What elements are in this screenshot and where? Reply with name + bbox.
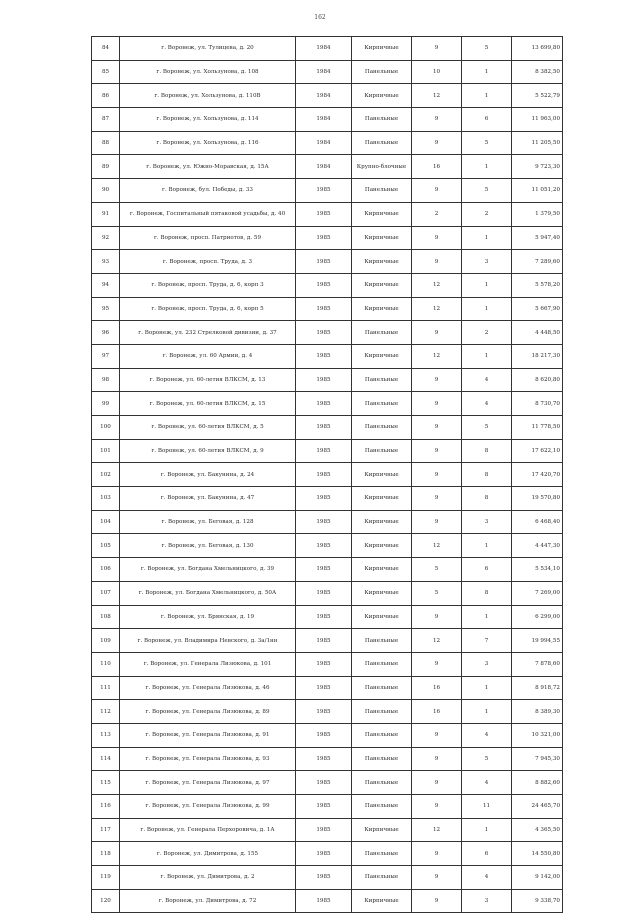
row-number-cell: 103	[92, 487, 120, 511]
address-cell: г. Воронеж, просп. Патриотов, д. 59	[120, 226, 296, 250]
floors-cell: 12	[412, 629, 462, 653]
table-row	[92, 155, 563, 179]
build-year-cell: 1985	[296, 581, 352, 605]
floors-cell: 9	[412, 392, 462, 416]
wall-material-cell: Кирпичные	[352, 273, 412, 297]
table-row	[92, 392, 563, 416]
row-number-cell: 111	[92, 676, 120, 700]
row-number-cell: 117	[92, 818, 120, 842]
entrances-cell: 6	[462, 558, 512, 582]
floors-cell: 16	[412, 155, 462, 179]
build-year-cell: 1985	[296, 487, 352, 511]
entrances-cell: 7	[462, 629, 512, 653]
area-cell: 8 382,50	[512, 60, 563, 84]
row-number-cell: 100	[92, 416, 120, 440]
table-row	[92, 297, 563, 321]
floors-cell: 9	[412, 487, 462, 511]
build-year-cell: 1985	[296, 534, 352, 558]
table-row	[92, 84, 563, 108]
entrances-cell: 5	[462, 131, 512, 155]
build-year-cell: 1985	[296, 439, 352, 463]
table-row	[92, 463, 563, 487]
address-cell: г. Воронеж, ул. Беговая, д. 130	[120, 534, 296, 558]
area-cell: 8 620,80	[512, 368, 563, 392]
area-cell: 4 447,30	[512, 534, 563, 558]
build-year-cell: 1985	[296, 510, 352, 534]
floors-cell: 9	[412, 37, 462, 61]
entrances-cell: 3	[462, 250, 512, 274]
entrances-cell: 5	[462, 37, 512, 61]
row-number-cell: 102	[92, 463, 120, 487]
wall-material-cell: Панельные	[352, 439, 412, 463]
table-row	[92, 676, 563, 700]
area-cell: 4 448,50	[512, 321, 563, 345]
wall-material-cell: Панельные	[352, 60, 412, 84]
build-year-cell: 1985	[296, 558, 352, 582]
table-row	[92, 866, 563, 890]
row-number-cell: 113	[92, 723, 120, 747]
build-year-cell: 1985	[296, 866, 352, 890]
address-cell: г. Воронеж, ул. Генерала Лизюкова, д. 99	[120, 795, 296, 819]
build-year-cell: 1985	[296, 321, 352, 345]
build-year-cell: 1985	[296, 700, 352, 724]
floors-cell: 9	[412, 652, 462, 676]
area-cell: 7 289,60	[512, 250, 563, 274]
area-cell: 13 699,80	[512, 37, 563, 61]
table-row	[92, 652, 563, 676]
table-row	[92, 344, 563, 368]
row-number-cell: 93	[92, 250, 120, 274]
entrances-cell: 1	[462, 676, 512, 700]
row-number-cell: 95	[92, 297, 120, 321]
table-row	[92, 250, 563, 274]
address-cell: г. Воронеж, ул. Димитрова, д. 2	[120, 866, 296, 890]
address-cell: г. Воронеж, ул. Бакунина, д. 24	[120, 463, 296, 487]
wall-material-cell: Кирпичные	[352, 250, 412, 274]
floors-cell: 9	[412, 795, 462, 819]
entrances-cell: 4	[462, 866, 512, 890]
address-cell: г. Воронеж, ул. Генерала Лизюкова, д. 89	[120, 700, 296, 724]
table-row	[92, 723, 563, 747]
row-number-cell: 104	[92, 510, 120, 534]
address-cell: г. Воронеж, ул. Тулицева, д. 20	[120, 37, 296, 61]
entrances-cell: 4	[462, 392, 512, 416]
entrances-cell: 1	[462, 344, 512, 368]
table-row	[92, 416, 563, 440]
table-row	[92, 842, 563, 866]
build-year-cell: 1985	[296, 179, 352, 203]
registry-body	[92, 37, 563, 913]
floors-cell: 9	[412, 131, 462, 155]
entrances-cell: 1	[462, 60, 512, 84]
wall-material-cell: Панельные	[352, 179, 412, 203]
address-cell: г. Воронеж, ул. 60-летия ВЛКСМ, д. 9	[120, 439, 296, 463]
row-number-cell: 115	[92, 771, 120, 795]
build-year-cell: 1984	[296, 37, 352, 61]
area-cell: 7 945,30	[512, 747, 563, 771]
floors-cell: 9	[412, 250, 462, 274]
entrances-cell: 4	[462, 723, 512, 747]
area-cell: 17 420,70	[512, 463, 563, 487]
build-year-cell: 1985	[296, 771, 352, 795]
entrances-cell: 3	[462, 510, 512, 534]
row-number-cell: 109	[92, 629, 120, 653]
area-cell: 5 667,90	[512, 297, 563, 321]
row-number-cell: 85	[92, 60, 120, 84]
table-row	[92, 795, 563, 819]
entrances-cell: 1	[462, 226, 512, 250]
wall-material-cell: Панельные	[352, 676, 412, 700]
wall-material-cell: Панельные	[352, 723, 412, 747]
floors-cell: 9	[412, 866, 462, 890]
entrances-cell: 1	[462, 534, 512, 558]
address-cell: г. Воронеж, ул. Хользунова, д. 114	[120, 108, 296, 132]
table-row	[92, 534, 563, 558]
entrances-cell: 1	[462, 700, 512, 724]
address-cell: г. Воронеж, ул. Бакунина, д. 47	[120, 487, 296, 511]
wall-material-cell: Кирпичные	[352, 605, 412, 629]
area-cell: 10 321,00	[512, 723, 563, 747]
floors-cell: 9	[412, 416, 462, 440]
floors-cell: 12	[412, 344, 462, 368]
build-year-cell: 1985	[296, 818, 352, 842]
wall-material-cell: Кирпичные	[352, 558, 412, 582]
table-row	[92, 510, 563, 534]
table-row	[92, 605, 563, 629]
row-number-cell: 114	[92, 747, 120, 771]
wall-material-cell: Кирпичные	[352, 226, 412, 250]
build-year-cell: 1985	[296, 202, 352, 226]
table-row	[92, 747, 563, 771]
wall-material-cell: Кирпичные	[352, 202, 412, 226]
floors-cell: 9	[412, 226, 462, 250]
floors-cell: 12	[412, 297, 462, 321]
entrances-cell: 8	[462, 487, 512, 511]
floors-cell: 9	[412, 463, 462, 487]
row-number-cell: 101	[92, 439, 120, 463]
table-row	[92, 179, 563, 203]
area-cell: 5 947,40	[512, 226, 563, 250]
wall-material-cell: Кирпичные	[352, 37, 412, 61]
wall-material-cell: Панельные	[352, 108, 412, 132]
address-cell: г. Воронеж, просп. Труда, д. 6, корп 5	[120, 297, 296, 321]
address-cell: г. Воронеж, просп. Труда, д. 3	[120, 250, 296, 274]
entrances-cell: 1	[462, 818, 512, 842]
address-cell: г. Воронеж, ул. Генерала Лизюкова, д. 46	[120, 676, 296, 700]
wall-material-cell: Кирпичные	[352, 510, 412, 534]
area-cell: 17 622,10	[512, 439, 563, 463]
address-cell: г. Воронеж, ул. 60-летия ВЛКСМ, д. 15	[120, 392, 296, 416]
table-row	[92, 273, 563, 297]
wall-material-cell: Панельные	[352, 795, 412, 819]
wall-material-cell: Кирпичные	[352, 297, 412, 321]
wall-material-cell: Кирпичные	[352, 889, 412, 913]
address-cell: г. Воронеж, ул. 60 Армии, д. 4	[120, 344, 296, 368]
wall-material-cell: Кирпичные	[352, 818, 412, 842]
floors-cell: 9	[412, 842, 462, 866]
row-number-cell: 90	[92, 179, 120, 203]
address-cell: г. Воронеж, ул. 60-летия ВЛКСМ, д. 5	[120, 416, 296, 440]
page-number: 162	[314, 14, 326, 21]
row-number-cell: 94	[92, 273, 120, 297]
row-number-cell: 86	[92, 84, 120, 108]
floors-cell: 9	[412, 179, 462, 203]
wall-material-cell: Крупно-блочные	[352, 155, 412, 179]
floors-cell: 5	[412, 558, 462, 582]
row-number-cell: 107	[92, 581, 120, 605]
floors-cell: 12	[412, 818, 462, 842]
floors-cell: 9	[412, 321, 462, 345]
area-cell: 1 379,50	[512, 202, 563, 226]
row-number-cell: 92	[92, 226, 120, 250]
row-number-cell: 91	[92, 202, 120, 226]
wall-material-cell: Панельные	[352, 392, 412, 416]
row-number-cell: 120	[92, 889, 120, 913]
wall-material-cell: Кирпичные	[352, 534, 412, 558]
row-number-cell: 119	[92, 866, 120, 890]
floors-cell: 9	[412, 108, 462, 132]
floors-cell: 12	[412, 534, 462, 558]
entrances-cell: 4	[462, 771, 512, 795]
entrances-cell: 11	[462, 795, 512, 819]
address-cell: г. Воронеж, ул. Владимира Невского, д. 3а/1нн	[120, 629, 296, 653]
wall-material-cell: Панельные	[352, 629, 412, 653]
table-row	[92, 700, 563, 724]
row-number-cell: 112	[92, 700, 120, 724]
address-cell: г. Воронеж, ул. Генерала Перхоровича, д. 1А	[120, 818, 296, 842]
address-cell: г. Воронеж, ул. Генерала Лизюкова, д. 101	[120, 652, 296, 676]
build-year-cell: 1985	[296, 842, 352, 866]
wall-material-cell: Панельные	[352, 866, 412, 890]
floors-cell: 5	[412, 581, 462, 605]
address-cell: г. Воронеж, ул. Хользунова, д. 116	[120, 131, 296, 155]
area-cell: 5 522,79	[512, 84, 563, 108]
build-year-cell: 1985	[296, 676, 352, 700]
build-year-cell: 1985	[296, 416, 352, 440]
area-cell: 7 878,60	[512, 652, 563, 676]
area-cell: 9 142,00	[512, 866, 563, 890]
area-cell: 8 918,72	[512, 676, 563, 700]
floors-cell: 12	[412, 84, 462, 108]
floors-cell: 9	[412, 771, 462, 795]
area-cell: 9 338,70	[512, 889, 563, 913]
entrances-cell: 3	[462, 652, 512, 676]
row-number-cell: 99	[92, 392, 120, 416]
area-cell: 8 730,70	[512, 392, 563, 416]
row-number-cell: 84	[92, 37, 120, 61]
entrances-cell: 4	[462, 368, 512, 392]
table-row	[92, 131, 563, 155]
wall-material-cell: Панельные	[352, 700, 412, 724]
address-cell: г. Воронеж, ул. Хользунова, д. 110В	[120, 84, 296, 108]
table-row	[92, 226, 563, 250]
table-row	[92, 581, 563, 605]
area-cell: 19 994,55	[512, 629, 563, 653]
build-year-cell: 1985	[296, 747, 352, 771]
table-row	[92, 108, 563, 132]
entrances-cell: 2	[462, 321, 512, 345]
build-year-cell: 1985	[296, 344, 352, 368]
table-row	[92, 889, 563, 913]
floors-cell: 12	[412, 273, 462, 297]
address-cell: г. Воронеж, ул. Димитрова, д. 72	[120, 889, 296, 913]
wall-material-cell: Кирпичные	[352, 487, 412, 511]
entrances-cell: 1	[462, 84, 512, 108]
address-cell: г. Воронеж, ул. 60-летия ВЛКСМ, д. 13	[120, 368, 296, 392]
table-row	[92, 321, 563, 345]
build-year-cell: 1985	[296, 250, 352, 274]
wall-material-cell: Панельные	[352, 842, 412, 866]
entrances-cell: 1	[462, 605, 512, 629]
row-number-cell: 110	[92, 652, 120, 676]
build-year-cell: 1985	[296, 723, 352, 747]
table-row	[92, 771, 563, 795]
address-cell: г. Воронеж, ул. Генерала Лизюкова, д. 97	[120, 771, 296, 795]
entrances-cell: 1	[462, 297, 512, 321]
wall-material-cell: Панельные	[352, 652, 412, 676]
address-cell: г. Воронеж, ул. Брянская, д. 19	[120, 605, 296, 629]
entrances-cell: 5	[462, 747, 512, 771]
build-year-cell: 1985	[296, 795, 352, 819]
table-row	[92, 37, 563, 61]
area-cell: 8 882,60	[512, 771, 563, 795]
build-year-cell: 1985	[296, 368, 352, 392]
address-cell: г. Воронеж, ул. Беговая, д. 128	[120, 510, 296, 534]
build-year-cell: 1985	[296, 889, 352, 913]
floors-cell: 16	[412, 700, 462, 724]
area-cell: 14 550,80	[512, 842, 563, 866]
row-number-cell: 87	[92, 108, 120, 132]
build-year-cell: 1985	[296, 297, 352, 321]
area-cell: 5 578,20	[512, 273, 563, 297]
table-row	[92, 202, 563, 226]
wall-material-cell: Панельные	[352, 747, 412, 771]
area-cell: 18 217,30	[512, 344, 563, 368]
area-cell: 6 468,40	[512, 510, 563, 534]
table-row	[92, 487, 563, 511]
entrances-cell: 5	[462, 179, 512, 203]
build-year-cell: 1984	[296, 131, 352, 155]
entrances-cell: 3	[462, 889, 512, 913]
row-number-cell: 118	[92, 842, 120, 866]
entrances-cell: 8	[462, 463, 512, 487]
entrances-cell: 5	[462, 416, 512, 440]
build-year-cell: 1985	[296, 605, 352, 629]
entrances-cell: 8	[462, 581, 512, 605]
row-number-cell: 98	[92, 368, 120, 392]
area-cell: 24 465,70	[512, 795, 563, 819]
area-cell: 11 963,00	[512, 108, 563, 132]
entrances-cell: 1	[462, 155, 512, 179]
floors-cell: 2	[412, 202, 462, 226]
entrances-cell: 6	[462, 108, 512, 132]
entrances-cell: 2	[462, 202, 512, 226]
wall-material-cell: Панельные	[352, 131, 412, 155]
address-cell: г. Воронеж, ул. 232 Стрелковой дивизии, д. 37	[120, 321, 296, 345]
wall-material-cell: Панельные	[352, 321, 412, 345]
table-row	[92, 60, 563, 84]
area-cell: 11 205,50	[512, 131, 563, 155]
area-cell: 5 534,10	[512, 558, 563, 582]
row-number-cell: 96	[92, 321, 120, 345]
row-number-cell: 108	[92, 605, 120, 629]
address-cell: г. Воронеж, ул. Димитрова, д. 155	[120, 842, 296, 866]
address-cell: г. Воронеж, ул. Богдана Хмельницкого, д. 39	[120, 558, 296, 582]
row-number-cell: 105	[92, 534, 120, 558]
build-year-cell: 1985	[296, 652, 352, 676]
build-year-cell: 1984	[296, 84, 352, 108]
floors-cell: 9	[412, 510, 462, 534]
area-cell: 4 365,50	[512, 818, 563, 842]
build-year-cell: 1984	[296, 108, 352, 132]
wall-material-cell: Панельные	[352, 771, 412, 795]
wall-material-cell: Панельные	[352, 368, 412, 392]
address-cell: г. Воронеж, ул. Генерала Лизюкова, д. 93	[120, 747, 296, 771]
address-cell: г. Воронеж, ул. Генерала Лизюкова, д. 91	[120, 723, 296, 747]
table-row	[92, 439, 563, 463]
area-cell: 7 269,00	[512, 581, 563, 605]
build-year-cell: 1985	[296, 629, 352, 653]
entrances-cell: 1	[462, 273, 512, 297]
row-number-cell: 89	[92, 155, 120, 179]
build-year-cell: 1985	[296, 273, 352, 297]
row-number-cell: 116	[92, 795, 120, 819]
housing-registry-table	[91, 36, 563, 913]
table-row	[92, 629, 563, 653]
wall-material-cell: Кирпичные	[352, 344, 412, 368]
floors-cell: 9	[412, 605, 462, 629]
row-number-cell: 106	[92, 558, 120, 582]
floors-cell: 9	[412, 368, 462, 392]
build-year-cell: 1985	[296, 463, 352, 487]
area-cell: 8 389,30	[512, 700, 563, 724]
area-cell: 11 051,20	[512, 179, 563, 203]
build-year-cell: 1984	[296, 60, 352, 84]
wall-material-cell: Кирпичные	[352, 581, 412, 605]
floors-cell: 9	[412, 747, 462, 771]
row-number-cell: 97	[92, 344, 120, 368]
build-year-cell: 1984	[296, 155, 352, 179]
floors-cell: 9	[412, 723, 462, 747]
address-cell: г. Воронеж, просп. Труда, д. 6, корп 3	[120, 273, 296, 297]
area-cell: 11 778,50	[512, 416, 563, 440]
row-number-cell: 88	[92, 131, 120, 155]
floors-cell: 16	[412, 676, 462, 700]
area-cell: 19 570,80	[512, 487, 563, 511]
table-row	[92, 368, 563, 392]
area-cell: 9 723,30	[512, 155, 563, 179]
wall-material-cell: Кирпичные	[352, 84, 412, 108]
table-row	[92, 558, 563, 582]
table-row	[92, 818, 563, 842]
address-cell: г. Воронеж, ул. Южно-Моравская, д. 15А	[120, 155, 296, 179]
build-year-cell: 1985	[296, 392, 352, 416]
area-cell: 6 299,00	[512, 605, 563, 629]
floors-cell: 10	[412, 60, 462, 84]
address-cell: г. Воронеж, ул. Хользунова, д. 108	[120, 60, 296, 84]
floors-cell: 9	[412, 439, 462, 463]
floors-cell: 9	[412, 889, 462, 913]
address-cell: г. Воронеж, ул. Богдана Хмельницкого, д. 50А	[120, 581, 296, 605]
address-cell: г. Воронеж, Госпитальный пятаковой усадьбы, д. 40	[120, 202, 296, 226]
wall-material-cell: Кирпичные	[352, 463, 412, 487]
entrances-cell: 8	[462, 439, 512, 463]
entrances-cell: 6	[462, 842, 512, 866]
build-year-cell: 1985	[296, 226, 352, 250]
address-cell: г. Воронеж, бул. Победы, д. 33	[120, 179, 296, 203]
wall-material-cell: Панельные	[352, 416, 412, 440]
